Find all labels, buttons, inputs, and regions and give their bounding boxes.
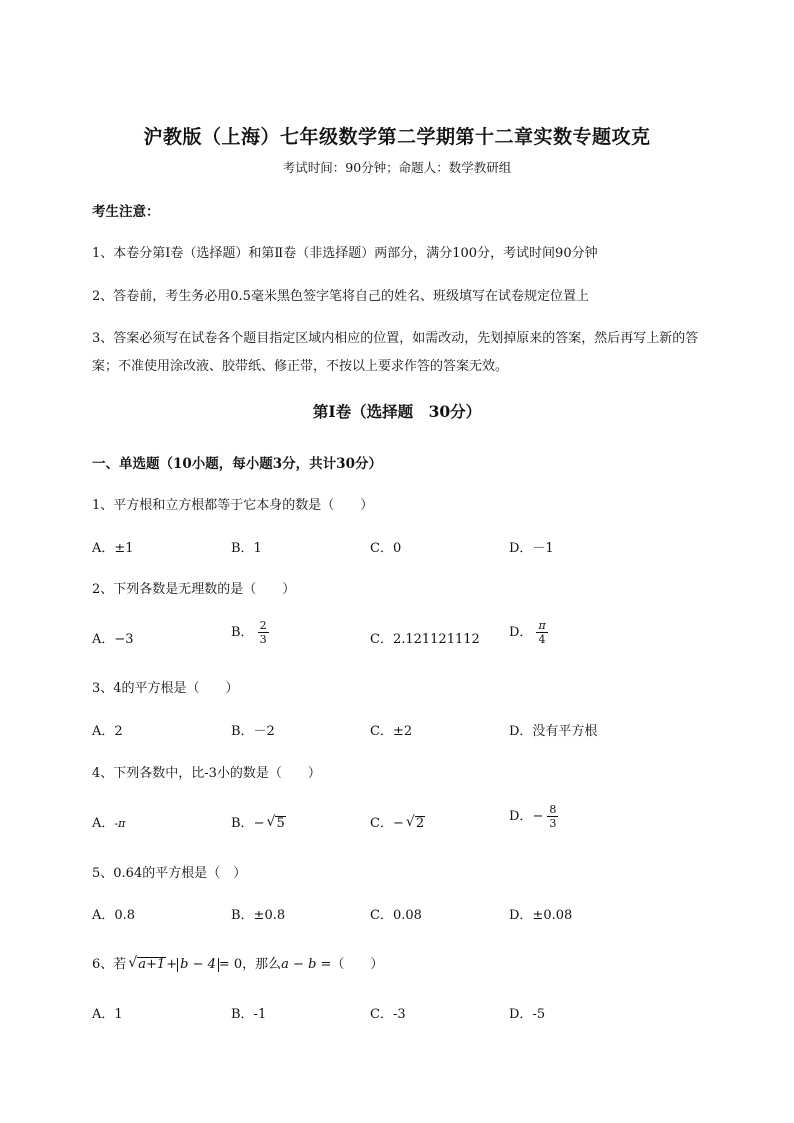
exam-subtitle: 考试时间：90分钟；命题人：数学教研组 (282, 160, 512, 175)
question-5-option-c: C．0.08 (370, 908, 422, 923)
fraction-denominator: 3 (259, 633, 267, 646)
option-label: D． (509, 809, 533, 824)
question-6-option-d: D．-5 (509, 1007, 546, 1022)
question-1-option-a: A．±1 (92, 541, 134, 556)
notice-item: 3、答案必须写在试卷各个题目指定区域内相应的位置，如需改动，先划掉原来的答案，然后再写上新的答案；不准使用涂改液、胶带纸、修正带，不按以上要求作答的答案无效。 (92, 331, 699, 374)
expression: a − b (281, 957, 317, 972)
question-4-stem: 4、下列各数中，比-3小的数是（ ） (92, 766, 321, 781)
question-5-stem: 5、0.64的平方根是（ ） (92, 866, 247, 881)
part-title: 第I卷（选择题 30分） (312, 402, 482, 421)
question-4-option-a (92, 812, 125, 831)
question-5-option-a: A．0.8 (92, 908, 136, 923)
question-5-option-b: B．±0.8 (231, 908, 286, 923)
fraction-numerator: 8 (549, 803, 557, 816)
question-2-option-d (509, 619, 548, 646)
question-1-option-b: B．1 (231, 541, 262, 556)
option-value: -π (114, 817, 126, 830)
question-1-option-c: C．0 (370, 541, 402, 556)
option-label: B． (231, 625, 254, 640)
question-2-option-b (231, 619, 269, 646)
question-3-option-a: A．2 (92, 724, 123, 739)
notice-heading: 考生注意： (92, 204, 160, 220)
fraction-numerator: 2 (259, 619, 267, 632)
exam-title: 沪教版（上海）七年级数学第二学期第十二章实数专题攻克 (143, 126, 651, 148)
fraction (536, 619, 547, 646)
fraction-denominator: 3 (549, 817, 557, 830)
question-3-option-d: D．没有平方根 (509, 724, 598, 739)
section-title: 一、单选题（10小题，每小题3分，共计30分） (92, 456, 382, 472)
option-label: D． (509, 625, 533, 640)
option-label: C． (370, 816, 393, 831)
notice-item: 2、答卷前，考生务必用0.5毫米黑色签字笔将自己的姓名、班级填写在试卷规定位置上 (92, 289, 589, 304)
fraction (547, 803, 558, 830)
square-root (406, 816, 425, 831)
notice-item: 1、本卷分第I卷（选择题）和第Ⅱ卷（非选择题）两部分，满分100分，考试时间90分钟 (92, 246, 598, 261)
minus-sign: − (532, 809, 544, 824)
radicand: 5 (276, 816, 285, 831)
question-6-option-a: A．1 (92, 1007, 123, 1022)
radicand: a+1 (138, 957, 166, 972)
fraction-denominator: 4 (538, 633, 546, 646)
stem-suffix: =（ ） (316, 957, 384, 972)
question-3-option-c: C．±2 (370, 724, 413, 739)
question-4-option-b (231, 812, 286, 831)
fraction (258, 619, 269, 646)
question-2-option-c: C．2.121121112 (370, 632, 480, 647)
fraction-numerator: π (538, 619, 546, 632)
question-1-stem: 1、平方根和立方根都等于它本身的数是（ ） (92, 498, 374, 513)
square-root (266, 816, 285, 831)
option-label: A． (92, 816, 115, 831)
question-6-stem (92, 953, 383, 972)
question-1-option-d: D．－1 (509, 541, 554, 556)
question-6-option-b: B．-1 (231, 1007, 267, 1022)
stem-prefix: 6、若 (92, 957, 127, 972)
question-2-option-a: A．−3 (92, 632, 134, 647)
question-2-stem: 2、下列各数是无理数的是（ ） (92, 582, 296, 597)
minus-sign: − (392, 816, 404, 831)
question-3-stem: 3、4的平方根是（ ） (92, 681, 239, 696)
option-label: B． (231, 816, 254, 831)
radicand: 2 (415, 816, 425, 831)
question-4-option-d (509, 803, 558, 830)
absolute-value: b − 4 (177, 958, 219, 972)
question-4-option-c (370, 812, 425, 831)
square-root (128, 957, 166, 972)
equals-text: = 0，那么 (218, 957, 282, 972)
plus-sign: + (166, 957, 178, 972)
question-3-option-b: B．－2 (231, 724, 275, 739)
question-5-option-d: D．±0.08 (509, 908, 573, 923)
minus-sign: − (253, 816, 265, 831)
question-6-option-c: C．-3 (370, 1007, 406, 1022)
